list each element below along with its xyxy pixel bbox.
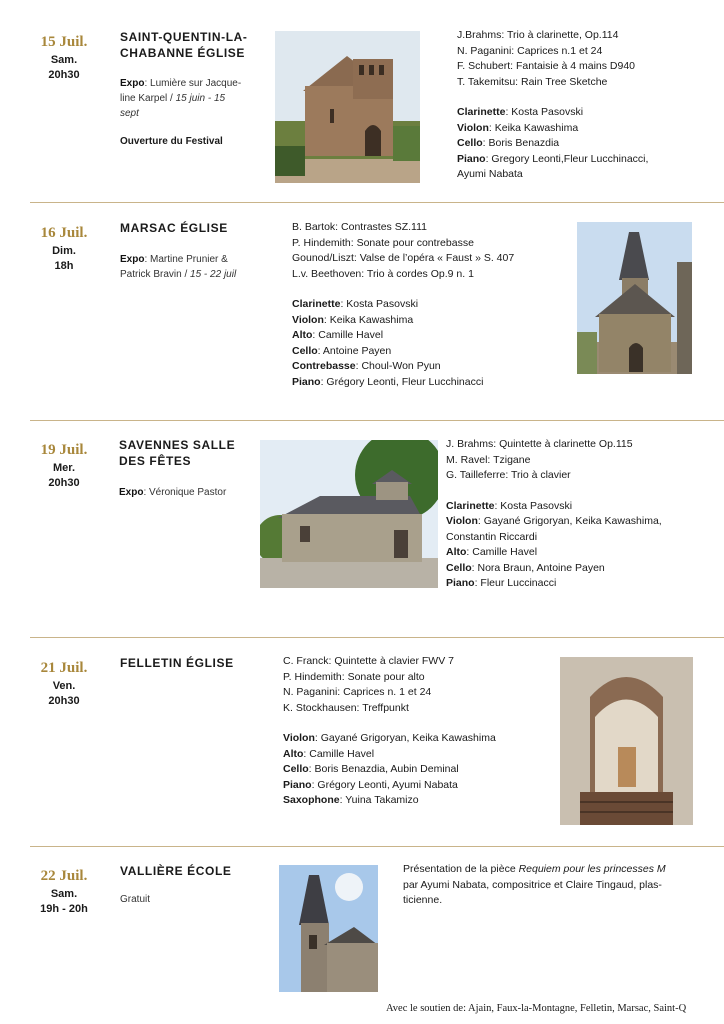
performer-line: Cello: Boris Benazdia	[457, 137, 560, 149]
work-item: J. Brahms: Quintette à clarinette Op.115	[446, 438, 633, 450]
work-item: G. Tailleferre: Trio à clavier	[446, 469, 571, 481]
church-photo-saint-quentin	[275, 31, 420, 183]
church-photo-valliere	[279, 865, 378, 992]
event-weekday: Mer.	[52, 462, 75, 474]
performer-line: Cello: Boris Benazdia, Aubin Deminal	[283, 763, 459, 775]
performer-line: Violon: Keika Kawashima	[457, 121, 579, 134]
performer-line: Alto: Camille Havel	[446, 546, 538, 558]
event-opening-note: Ouverture du Festival	[120, 136, 223, 147]
event-expo: Expo: Martine Prunier & Patrick Bravin / 15 - 22 juil	[120, 254, 237, 280]
performer-line: Clarinette: Kosta Pasovski	[457, 106, 584, 118]
event-date-block	[24, 442, 104, 489]
event-venue: VALLIÈRE ÉCOLE	[120, 864, 232, 878]
divider	[30, 420, 724, 421]
divider	[30, 637, 724, 638]
divider	[30, 202, 724, 203]
work-item: P. Hindemith: Sonate pour contrebasse	[292, 236, 474, 249]
performer-line: Piano: Grégory Leonti, Ayumi Nabata	[283, 778, 458, 791]
event-expo: Expo: Véronique Pastor	[119, 487, 227, 498]
event-program	[457, 28, 717, 183]
performer-line: Cello: Antoine Payen	[292, 344, 392, 357]
event-program	[446, 437, 718, 592]
event-weekday: Dim.	[52, 245, 76, 257]
church-interior-photo-felletin	[560, 657, 693, 825]
work-item: K. Stockhausen: Treffpunkt	[283, 701, 409, 714]
performer-line: Ayumi Nabata	[457, 168, 523, 180]
work-item: J.Brahms: Trio à clarinette, Op.114	[457, 29, 619, 41]
event-date: 19 Juil.	[40, 442, 88, 458]
performer-line: Constantin Riccardi	[446, 530, 538, 543]
event-date: 22 Juil.	[40, 868, 88, 884]
event-date-block	[24, 225, 104, 272]
hall-photo-savennes	[260, 440, 438, 588]
performer-line: Alto: Camille Havel	[292, 329, 384, 341]
event-program	[292, 220, 577, 390]
sponsors-footer: Avec le soutien de: Ajain, Faux-la-Montagne, Felletin, Marsac, Saint-Q	[386, 1003, 687, 1014]
event-venue: SAVENNES SALLE DES FÊTES	[119, 438, 236, 468]
work-item: C. Franck: Quintette à clavier FWV 7	[283, 655, 454, 667]
event-date-block	[24, 34, 104, 81]
performer-line: Cello: Nora Braun, Antoine Payen	[446, 561, 605, 574]
event-time: 18h	[54, 260, 74, 272]
event-venue: FELLETIN ÉGLISE	[120, 656, 234, 670]
event-price-note: Gratuit	[120, 894, 151, 905]
event-expo: Expo: Lumière sur Jacque- line Karpel / 15 juin - 15 sept	[120, 78, 242, 119]
performer-line: Clarinette: Kosta Pasovski	[292, 298, 419, 310]
event-program	[283, 654, 558, 809]
event-weekday: Sam.	[50, 888, 78, 900]
performer-line: Piano: Gregory Leonti,Fleur Lucchinacci,	[457, 152, 649, 165]
performer-line: Alto: Camille Havel	[283, 747, 375, 760]
work-item: B. Bartok: Contrastes SZ.111	[292, 221, 428, 233]
work-item: L.v. Beethoven: Trio à cordes Op.9 n. 1	[292, 267, 474, 280]
event-time: 20h30	[48, 69, 80, 81]
event-date-block	[24, 868, 104, 915]
performer-line: Violon: Keika Kawashima	[292, 313, 414, 326]
performer-line: Violon: Gayané Grigoryan, Keika Kawashima	[283, 732, 496, 744]
work-item: N. Paganini: Caprices n. 1 et 24	[283, 686, 432, 698]
work-item: M. Ravel: Tzigane	[446, 453, 531, 466]
work-item: N. Paganini: Caprices n.1 et 24	[457, 44, 603, 57]
divider	[30, 846, 724, 847]
work-item: F. Schubert: Fantaisie à 4 mains D940	[457, 60, 636, 72]
performer-line: Saxophone: Yuina Takamizo	[283, 794, 419, 806]
work-item: Gounod/Liszt: Valse de l’opéra « Faust » S. 407	[292, 252, 515, 264]
event-date: 21 Juil.	[40, 660, 88, 676]
work-item: T. Takemitsu: Rain Tree Sketche	[457, 75, 608, 88]
event-venue: SAINT-QUENTIN-LA- CHABANNE ÉGLISE	[120, 30, 248, 60]
event-weekday: Sam.	[50, 54, 78, 66]
event-date: 15 Juil.	[40, 34, 88, 50]
performer-line: Piano: Fleur Luccinacci	[446, 577, 557, 589]
performer-line: Contrebasse: Choul-Won Pyun	[292, 360, 441, 372]
event-time: 19h - 20h	[40, 903, 88, 915]
event-time: 20h30	[48, 695, 80, 707]
performer-line: Clarinette: Kosta Pasovski	[446, 499, 573, 512]
performer-line: Piano: Grégory Leonti, Fleur Lucchinacci	[292, 375, 484, 388]
event-time: 20h30	[48, 477, 80, 489]
event-date: 16 Juil.	[40, 225, 88, 241]
event-venue: MARSAC ÉGLISE	[120, 221, 228, 235]
event-description: Présentation de la pièce Requiem pour les princesses M par Ayumi Nabata, compositrice et Claire Tingaud, plas- ticienne.	[403, 863, 666, 906]
event-date-block	[24, 660, 104, 707]
performer-line: Violon: Gayané Grigoryan, Keika Kawashima,	[446, 515, 662, 527]
event-weekday: Ven.	[52, 680, 76, 692]
work-item: P. Hindemith: Sonate pour alto	[283, 670, 425, 683]
church-photo-marsac	[577, 222, 692, 374]
